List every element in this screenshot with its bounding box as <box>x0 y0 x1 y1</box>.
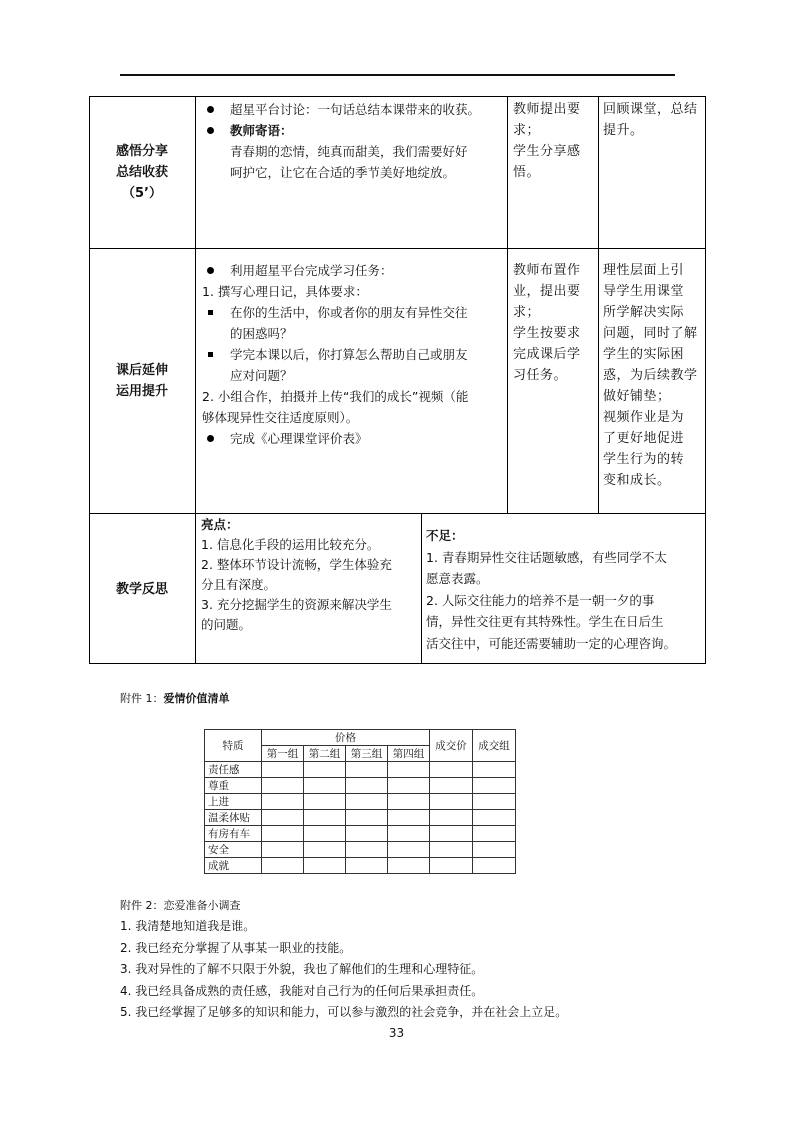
column-divider <box>195 96 196 664</box>
content-line: 的困惑吗？ <box>230 326 293 341</box>
table-row <box>205 826 516 842</box>
row-divider <box>89 248 706 249</box>
content-line: 青春期的恋情，纯真而甜美，我们需要好好 <box>230 144 468 159</box>
group-header: 第二组 <box>304 746 346 762</box>
highlights-title: 亮点： <box>201 517 239 532</box>
stage-content <box>202 99 502 183</box>
trait-header: 特质 <box>205 730 262 762</box>
list-item: 在你的生活中，你或者你的朋友有异性交往 <box>202 302 502 323</box>
table-row <box>205 842 516 858</box>
content-line: 呵护它，让它在合适的季节美好地绽放。 <box>230 165 456 180</box>
column-divider <box>598 96 599 513</box>
trait-cell: 尊重 <box>205 778 262 794</box>
content-line: 够体现异性交往适度原则）。 <box>202 410 359 425</box>
list-item: 完成《心理课堂评价表》 <box>202 428 502 449</box>
content-line: 2. 小组合作，拍摄并上传“我们的成长”视频（能 <box>202 389 469 404</box>
deal-group-header: 成交组 <box>473 730 516 762</box>
column-divider <box>507 96 508 513</box>
shortcomings-title: 不足： <box>426 528 464 543</box>
column-divider <box>421 513 422 664</box>
list-item: 学完本课以后，你打算怎么帮助自己或朋友 <box>202 344 502 365</box>
list-item: 1. 我清楚地知道我是谁。 <box>120 919 256 933</box>
trait-cell: 成就 <box>205 858 262 874</box>
content-line: 1. 撰写心理日记，具体要求： <box>202 284 368 299</box>
bullet-dot-icon <box>207 127 214 134</box>
list-item: 2. 我已经充分掌握了从事某一职业的技能。 <box>120 940 352 955</box>
trait-cell: 温柔体贴 <box>205 810 262 826</box>
row-divider <box>89 513 706 514</box>
group-header: 第四组 <box>388 746 430 762</box>
design-intent: 理性层面上引 导学生用课堂 所学解决实际 问题，同时了解 学生的实际困 惑，为后续教学 做好铺垫； 视频作业是为 了更好地促进 学生行为的转 变和成长。 <box>603 263 698 488</box>
deal-price-header: 成交价 <box>430 730 473 762</box>
trait-cell: 责任感 <box>205 762 262 778</box>
teacher-activity: 教师提出要 求； 学生分享感 悟。 <box>513 102 581 180</box>
highlights: 亮点： 1. 信息化手段的运用比较充分。 2. 整体环节设计流畅，学生体验充 分且有深度。 3. 充分挖掘学生的资源来解决学生 的问题。 <box>201 517 392 632</box>
bullet-dot-icon <box>207 267 214 274</box>
shortcomings: 不足： 1. 青春期异性交往话题敏感，有些同学不太 愿意表露。 2. 人际交往能力的培养不是一朝一夕的事 情，异性交往更有其特殊性。学生在日后生 活交往中，可能还需要辅助一定的心理咨询。 <box>426 525 676 654</box>
list-item: 4. 我已经具备成熟的责任感，我能对自己行为的任何后果承担责任。 <box>120 983 484 998</box>
table-row <box>205 858 516 874</box>
trait-cell: 有房有车 <box>205 826 262 842</box>
list-item: 教师寄语： <box>202 120 502 141</box>
list-item: 3. 我对异性的了解不只限于外貌，我也了解他们的生理和心理特征。 <box>120 962 484 976</box>
list-item: 超星平台讨论：一句话总结本课带来的收获。 <box>202 99 502 120</box>
love-value-table <box>204 729 516 874</box>
trait-cell: 安全 <box>205 842 262 858</box>
table-row <box>205 810 516 826</box>
teacher-activity: 教师布置作 业，提出要 求； 学生按要求 完成课后学 习任务。 <box>513 263 581 383</box>
table-row <box>205 762 516 778</box>
price-header: 价格 <box>262 730 430 746</box>
stage-content <box>202 260 502 449</box>
group-header: 第三组 <box>346 746 388 762</box>
page-number: 33 <box>388 1026 405 1040</box>
stage-label: 课后延伸 运用提升 <box>115 363 168 399</box>
design-intent: 回顾课堂，总结 提升。 <box>603 102 698 138</box>
content-line: 应对问题？ <box>230 368 293 383</box>
trait-cell: 上进 <box>205 794 262 810</box>
header-rule <box>120 74 675 76</box>
list-item: 5. 我已经掌握了足够多的知识和能力，可以参与激烈的社会竞争，并在社会上立足。 <box>120 1005 568 1019</box>
bullet-square-icon <box>208 352 213 357</box>
survey-list <box>120 916 567 1024</box>
stage-label: 感悟分享 总结收获 （5’） <box>115 144 168 201</box>
table-row <box>205 794 516 810</box>
bullet-dot-icon <box>207 435 214 442</box>
stage-label: 教学反思 <box>115 582 168 597</box>
table-row <box>205 778 516 794</box>
group-header: 第一组 <box>262 746 304 762</box>
bullet-square-icon <box>208 310 213 315</box>
list-item: 利用超星平台完成学习任务： <box>202 260 502 281</box>
annex1-title: 附件 1：爱情价值清单 <box>120 692 230 705</box>
annex2-title: 附件 2：恋爱准备小调查 <box>120 899 241 912</box>
bullet-dot-icon <box>207 106 214 113</box>
